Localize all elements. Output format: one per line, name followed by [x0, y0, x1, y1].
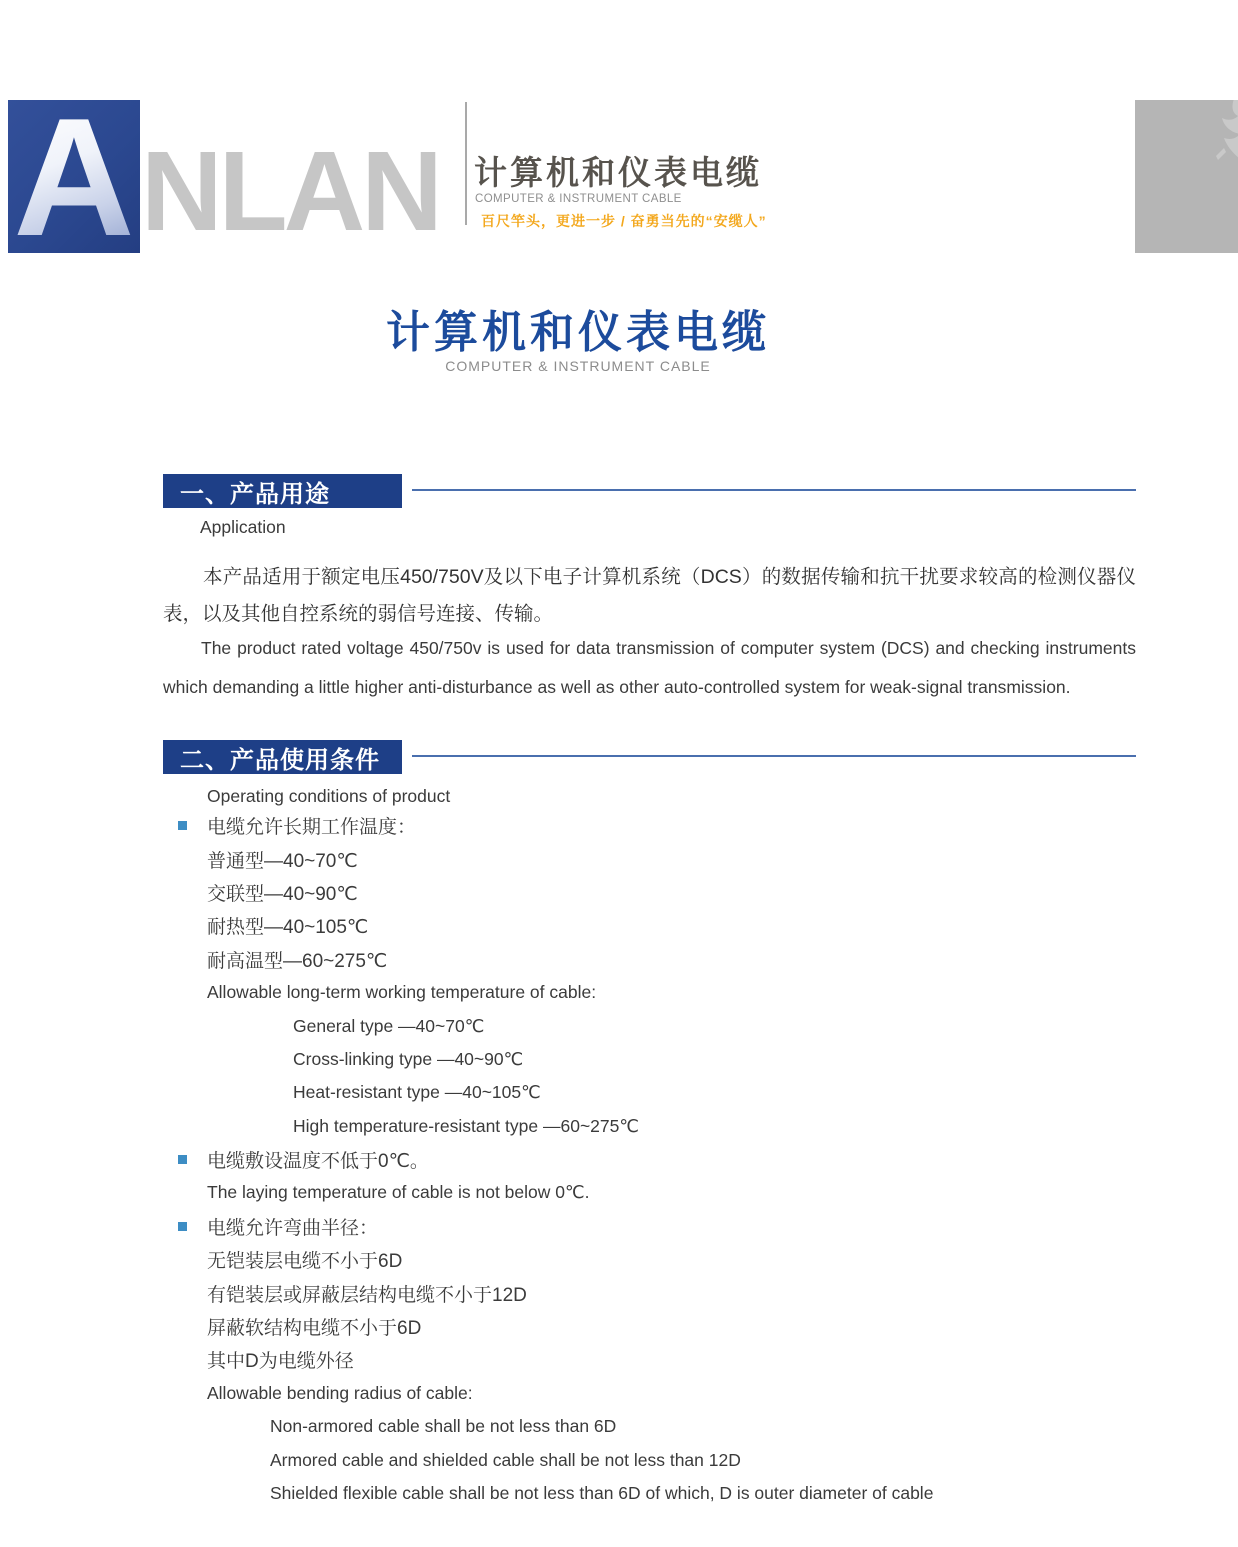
list-item: [163, 1009, 1136, 1042]
section2-rule-line: [412, 755, 1136, 757]
list-item: [163, 1176, 1136, 1209]
list-item-text: 无铠装层电缆不小于6D: [207, 1251, 403, 1273]
page-title-en: COMPUTER & INSTRUMENT CABLE: [445, 358, 711, 374]
brand-logo: [8, 82, 140, 271]
list-item: [163, 1143, 1136, 1176]
list-item-text: 有铠装层或屏蔽层结构电缆不小于12D: [207, 1284, 527, 1306]
list-item-text: 电缆允许弯曲半径：: [207, 1217, 379, 1239]
section1-heading-banner: 一、产品用途: [163, 474, 402, 508]
list-item-text: Shielded flexible cable shall be not less than 6D of which, D is outer diameter of cable: [270, 1483, 934, 1503]
bullet-square-icon: [178, 821, 187, 830]
list-item: [163, 909, 1136, 942]
application-paragraph-zh: 本产品适用于额定电压450/750V及以下电子计算机系统（DCS）的数据传输和抗干扰要求较高的检测仪器仪表，以及其他自控系统的弱信号连接、传输。: [163, 566, 1136, 625]
section2-heading-banner: 二、产品使用条件: [163, 740, 402, 774]
list-item: [163, 1310, 1136, 1343]
list-item-text: Allowable long-term working temperature of cable:: [207, 982, 597, 1003]
header-product-title-zh: 计算机和仪表电缆: [474, 154, 762, 191]
list-item-text: 其中D为电缆外径: [207, 1351, 354, 1373]
bullet-square-icon: [178, 1222, 187, 1231]
header-divider: [465, 102, 467, 225]
list-item: [163, 976, 1136, 1009]
list-item: [163, 876, 1136, 909]
list-item: [163, 1076, 1136, 1109]
list-item: [163, 1443, 1136, 1476]
list-item-text: Cross-linking type —40~90℃: [293, 1048, 524, 1069]
list-item: [163, 1243, 1136, 1276]
list-item: [163, 1210, 1136, 1243]
list-item: [163, 842, 1136, 875]
corner-decoration: [1135, 100, 1238, 253]
list-item-text: Non-armored cable shall be not less than 6D: [270, 1416, 617, 1437]
section2-subheading: Operating conditions of product: [207, 786, 451, 806]
page-title-zh: 计算机和仪表电缆: [386, 308, 770, 357]
logo-a-letter: A: [13, 82, 135, 271]
list-item-text: Armored cable and shielded cable shall be not less than 12D: [270, 1449, 741, 1470]
list-item: [163, 809, 1136, 842]
list-item-text: 耐热型—40~105℃: [207, 917, 369, 939]
list-item-text: 电缆敷设温度不低于0℃。: [207, 1151, 429, 1173]
list-item-text: General type —40~70℃: [293, 1015, 485, 1036]
section1-subheading: Application: [200, 517, 286, 537]
list-item: [163, 1276, 1136, 1309]
list-item: [163, 1343, 1136, 1376]
list-item-text: The laying temperature of cable is not below 0℃.: [207, 1182, 590, 1203]
header-slogan: 百尺竿头，更进一步 / 奋勇当先的“安缆人”: [481, 213, 767, 229]
list-item-text: 电缆允许长期工作温度：: [207, 817, 417, 839]
list-item: [163, 1110, 1136, 1143]
list-item-text: Allowable bending radius of cable:: [207, 1382, 473, 1403]
list-item: [163, 1043, 1136, 1076]
header-product-title-en: COMPUTER & INSTRUMENT CABLE: [475, 193, 682, 205]
list-item: [163, 1377, 1136, 1410]
list-item-text: 耐高温型—60~275℃: [207, 950, 388, 972]
operating-conditions-list: [163, 809, 1136, 1510]
list-item-text: 交联型—40~90℃: [207, 883, 358, 905]
list-item: [163, 943, 1136, 976]
logo-wordmark: NLAN: [141, 128, 439, 254]
list-item-text: 屏蔽软结构电缆不小于6D: [207, 1318, 422, 1340]
section1-rule-line: [412, 489, 1136, 491]
list-item: [163, 1410, 1136, 1443]
bullet-square-icon: [178, 1155, 187, 1164]
list-item-text: Heat-resistant type —40~105℃: [293, 1082, 541, 1103]
leaf-icon: [1166, 100, 1238, 204]
list-item-text: 普通型—40~70℃: [207, 850, 358, 872]
application-paragraph-en: The product rated voltage 450/750v is used for data transmission of computer system (DCS) and checking instruments which demanding a little higher anti-disturbance as well as other auto-controlled system for weak-signal transmission.: [163, 638, 1136, 697]
list-item: [163, 1477, 1136, 1510]
list-item-text: High temperature-resistant type —60~275℃: [293, 1115, 640, 1136]
